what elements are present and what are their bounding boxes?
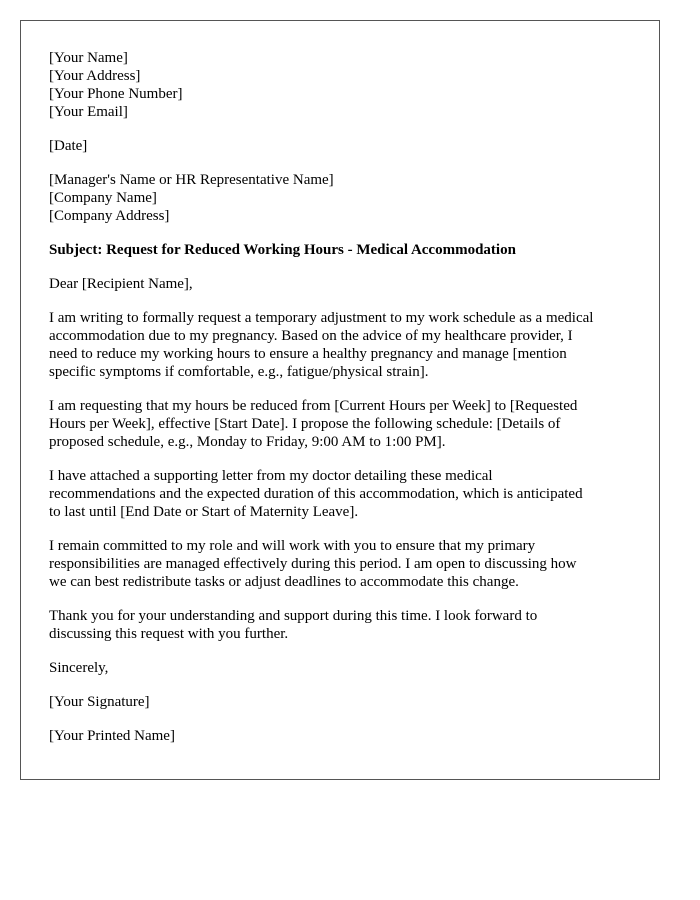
letter-content	[49, 49, 639, 745]
subject-block	[49, 241, 639, 259]
paragraph-line: responsibilities are managed effectively during this period. I am open to discussing how	[49, 556, 577, 572]
recipient-company: [Company Name]	[49, 190, 157, 206]
closing-block	[49, 659, 639, 677]
printed-name: [Your Printed Name]	[49, 728, 175, 744]
paragraph-line: I am requesting that my hours be reduced from [Current Hours per Week] to [Requested	[49, 398, 578, 414]
sender-name: [Your Name]	[49, 50, 128, 66]
recipient-block	[49, 171, 639, 225]
letter-frame	[20, 20, 660, 780]
paragraph-line: I remain committed to my role and will work with you to ensure that my primary	[49, 538, 536, 554]
paragraph-line: proposed schedule, e.g., Monday to Friday, 9:00 AM to 1:00 PM].	[49, 434, 446, 450]
body-paragraph-4	[49, 537, 639, 591]
paragraph-line: we can best redistribute tasks or adjust deadlines to accommodate this change.	[49, 574, 519, 590]
salutation: Dear [Recipient Name],	[49, 276, 193, 292]
paragraph-line: I am writing to formally request a temporary adjustment to my work schedule as a medical	[49, 310, 594, 326]
printed-name-block	[49, 727, 639, 745]
sender-block	[49, 49, 639, 121]
paragraph-line: Hours per Week], effective [Start Date]. I propose the following schedule: [Details of	[49, 416, 561, 432]
paragraph-line: Thank you for your understanding and support during this time. I look forward to	[49, 608, 538, 624]
paragraph-line: specific symptoms if comfortable, e.g., fatigue/physical strain].	[49, 364, 429, 380]
date-block	[49, 137, 639, 155]
sender-address: [Your Address]	[49, 68, 141, 84]
subject-line: Subject: Request for Reduced Working Hours - Medical Accommodation	[49, 242, 516, 258]
paragraph-line: accommodation due to my pregnancy. Based on the advice of my healthcare provider, I	[49, 328, 573, 344]
paragraph-line: discussing this request with you further.	[49, 626, 289, 642]
signature: [Your Signature]	[49, 694, 150, 710]
body-paragraph-2	[49, 397, 639, 451]
body-paragraph-1	[49, 309, 639, 381]
letter-date: [Date]	[49, 138, 88, 154]
paragraph-line: need to reduce my working hours to ensure a healthy pregnancy and manage [mention	[49, 346, 567, 362]
paragraph-line: to last until [End Date or Start of Maternity Leave].	[49, 504, 359, 520]
salutation-block	[49, 275, 639, 293]
body-paragraph-3	[49, 467, 639, 521]
paragraph-line: I have attached a supporting letter from my doctor detailing these medical	[49, 468, 493, 484]
paragraph-line: recommendations and the expected duration of this accommodation, which is anticipated	[49, 486, 583, 502]
closing: Sincerely,	[49, 660, 109, 676]
sender-phone: [Your Phone Number]	[49, 86, 183, 102]
recipient-address: [Company Address]	[49, 208, 170, 224]
signature-block	[49, 693, 639, 711]
sender-email: [Your Email]	[49, 104, 128, 120]
body-paragraph-5	[49, 607, 639, 643]
recipient-name: [Manager's Name or HR Representative Name]	[49, 172, 334, 188]
